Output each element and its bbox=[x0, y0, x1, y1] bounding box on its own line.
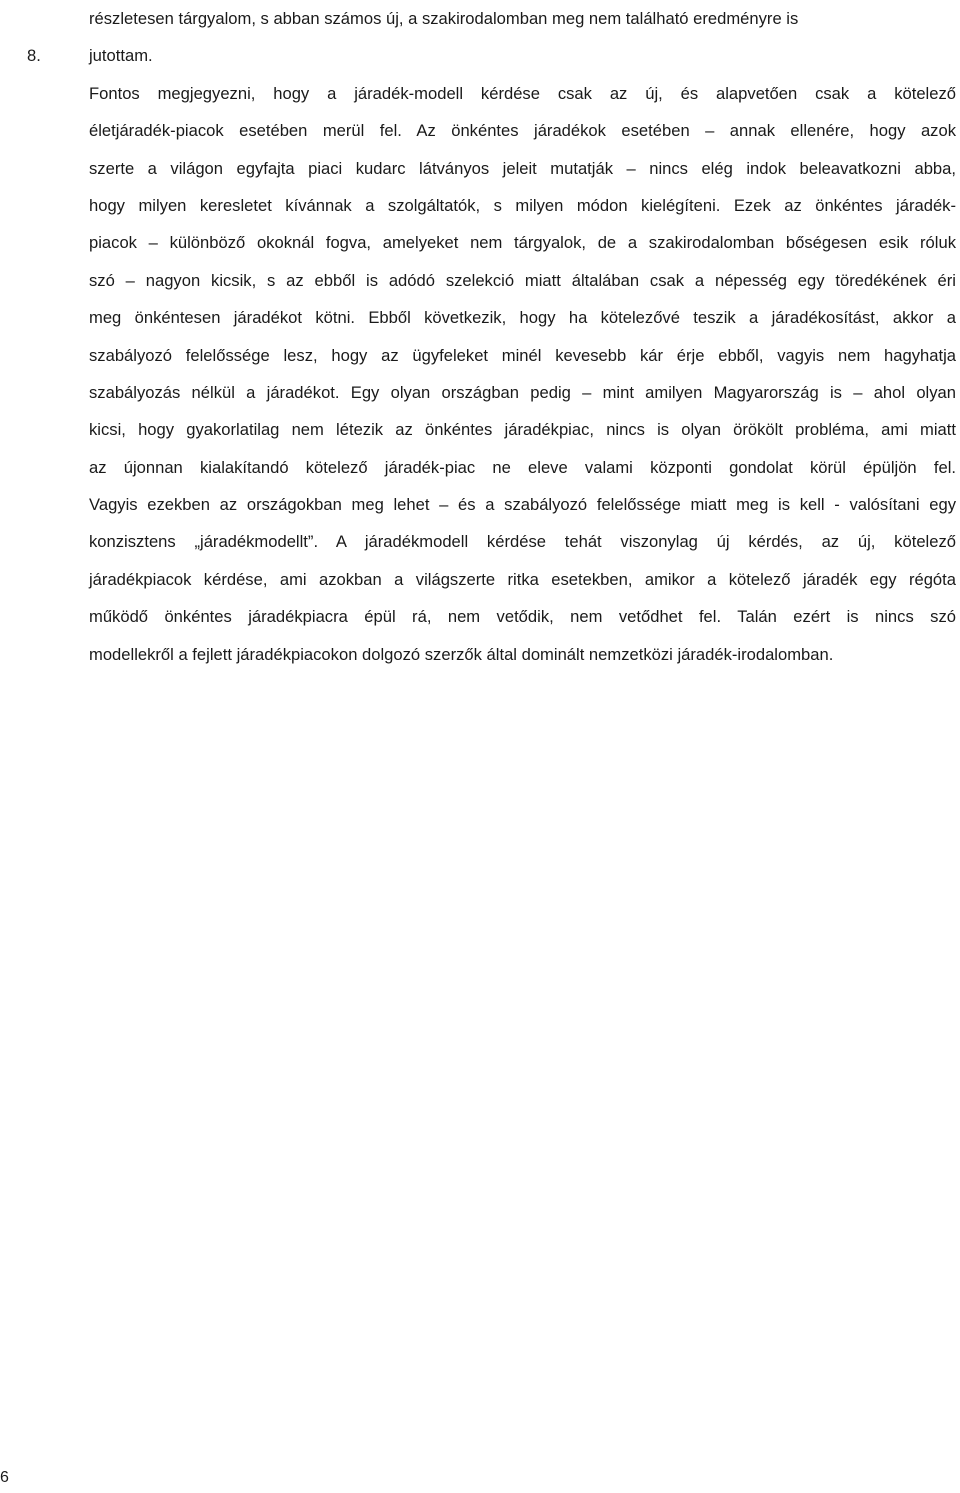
text-line: hogy milyen keresletet kívánnak a szolgáltatók, s milyen módon kielégíteni. Ezek az önkéntes járadék- bbox=[89, 195, 956, 215]
text-line: járadékpiacok kérdése, ami azokban a világszerte ritka esetekben, amikor a kötelező járadék egy régóta bbox=[89, 569, 956, 589]
list-item-number: 8. bbox=[27, 46, 41, 66]
text-line: az újonnan kialakítandó kötelező járadék-piac ne eleve valami központi gondolat körül épüljön fel. bbox=[89, 457, 956, 477]
text-line: szó – nagyon kicsik, s az ebből is adódó szelekció miatt általában csak a népesség egy töredékének éri bbox=[89, 270, 956, 290]
text-line: szabályozó felelőssége lesz, hogy az ügyfeleket minél kevesebb kár érje ebből, vagyis nem hagyhatja bbox=[89, 345, 956, 365]
text-line: jutottam. bbox=[89, 46, 153, 66]
text-line: piacok – különböző okoknál fogva, amelyeket nem tárgyalok, de a szakirodalomban bőségesen esik róluk bbox=[89, 233, 956, 253]
body-text bbox=[89, 0, 956, 673]
text-line: működő önkéntes járadékpiacra épül rá, nem vetődik, nem vetődhet fel. Talán ezért is nincs szó bbox=[89, 607, 956, 627]
text-line: Vagyis ezekben az országokban meg lehet – és a szabályozó felelőssége miatt meg is kell - valósítani egy bbox=[89, 495, 956, 515]
text-line: részletesen tárgyalom, s abban számos új, a szakirodalomban meg nem található eredményre is bbox=[89, 9, 799, 28]
text-line: szerte a világon egyfajta piaci kudarc látványos jeleit mutatják – nincs elég indok beleavatkozni abba, bbox=[89, 158, 956, 178]
text-line: Fontos megjegyezni, hogy a járadék-modell kérdése csak az új, és alapvetően csak a kötelező bbox=[89, 83, 956, 103]
text-line: konzisztens „járadékmodellt”. A járadékmodell kérdése tehát viszonylag új kérdés, az új, kötelező bbox=[89, 532, 956, 552]
text-line: meg önkéntesen járadékot kötni. Ebből következik, hogy ha kötelezővé teszik a járadékosítást, akkor a bbox=[89, 308, 956, 328]
text-line: modellekről a fejlett járadékpiacokon dolgozó szerzők által dominált nemzetközi járadék-irodalomban. bbox=[89, 644, 834, 664]
text-line: életjáradék-piacok esetében merül fel. Az önkéntes járadékok esetében – annak ellenére, hogy azok bbox=[89, 121, 956, 141]
page-number: 6 bbox=[0, 1469, 9, 1486]
text-line: kicsi, hogy gyakorlatilag nem létezik az önkéntes járadékpiac, nincs is olyan örökölt probléma, ami miatt bbox=[89, 420, 956, 440]
text-line: szabályozás nélkül a járadékot. Egy olyan országban pedig – mint amilyen Magyarország is – ahol olyan bbox=[89, 382, 956, 402]
